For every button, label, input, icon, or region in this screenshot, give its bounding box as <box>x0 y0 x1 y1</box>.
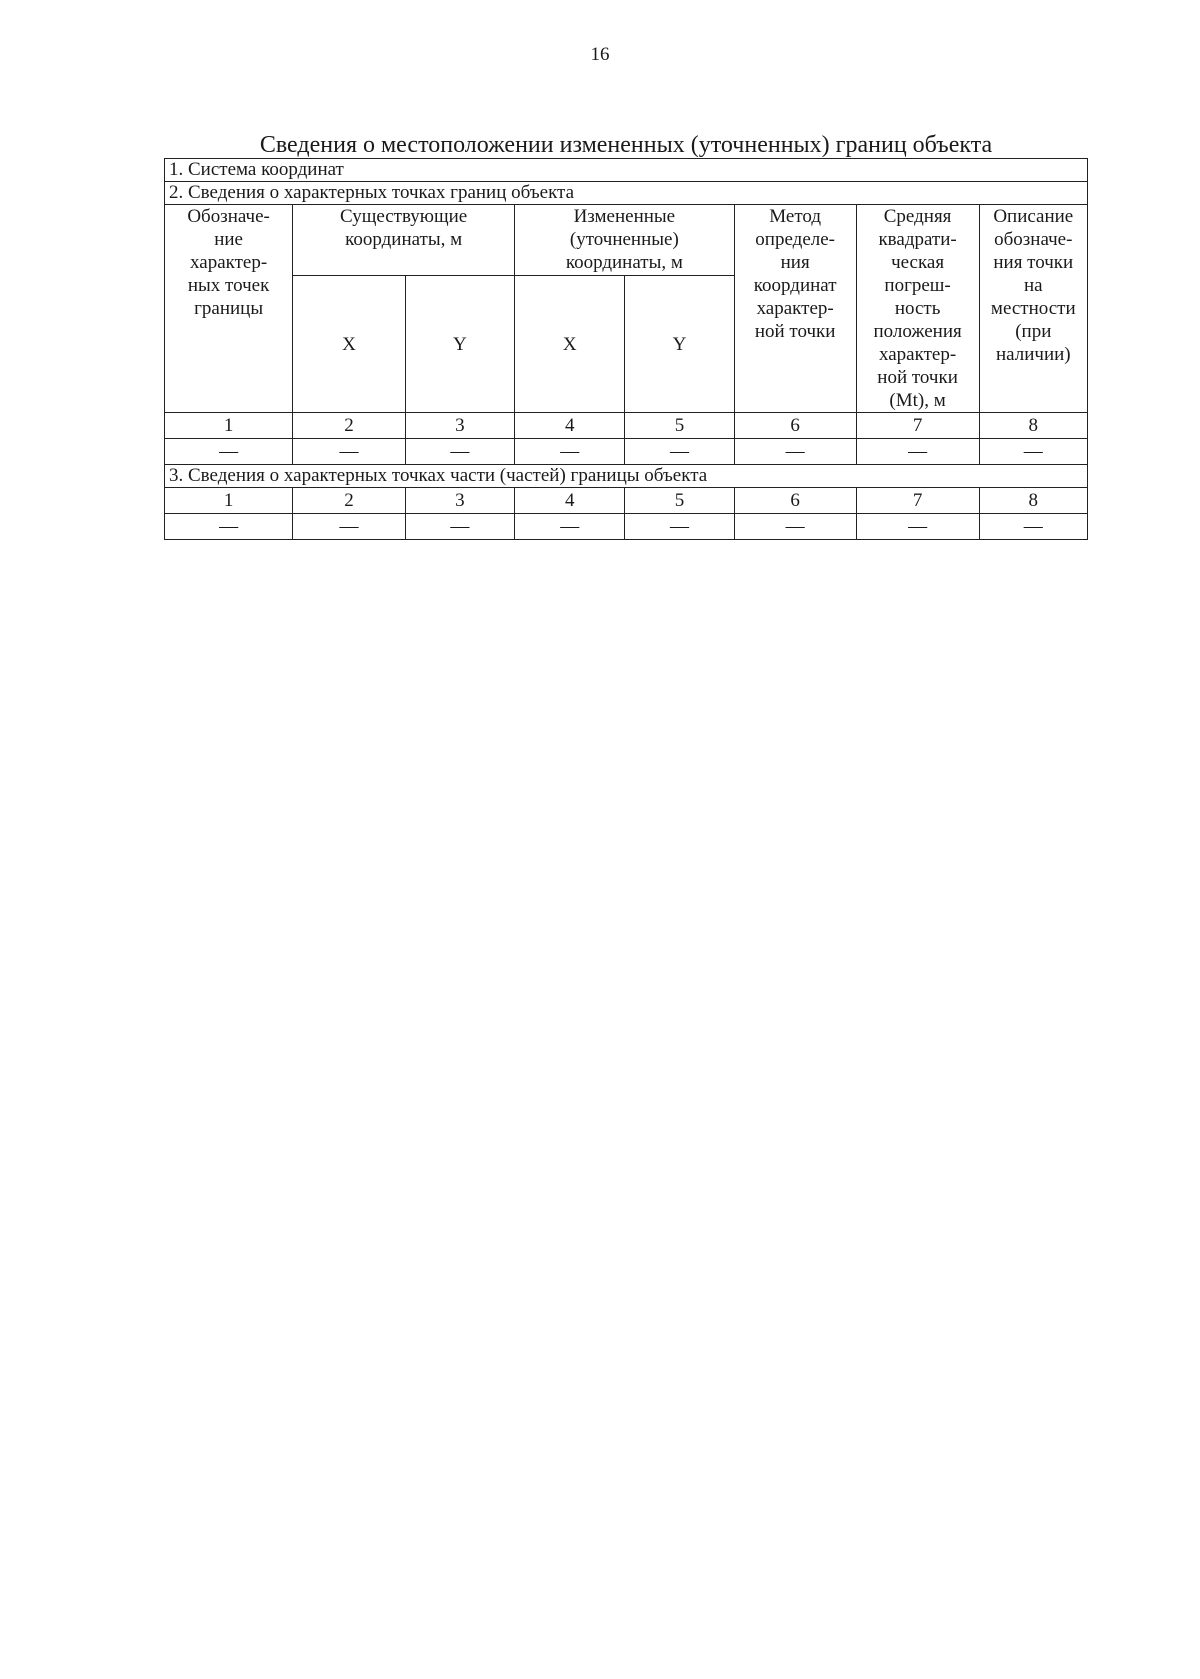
header-mean-square-error <box>856 205 979 413</box>
table-cell: — <box>405 514 514 540</box>
header-existing-x: X <box>293 276 405 413</box>
header-point-description <box>979 205 1087 413</box>
section-row-coordinate-system <box>165 159 1088 182</box>
table-cell: — <box>625 439 734 465</box>
table-cell: — <box>856 514 979 540</box>
empty-data-row <box>165 439 1088 465</box>
column-numbers-row <box>165 413 1088 439</box>
column-number: 8 <box>979 488 1087 514</box>
column-number: 7 <box>856 413 979 439</box>
table-cell: — <box>734 514 856 540</box>
column-number: 2 <box>293 413 405 439</box>
boundary-points-table <box>164 158 1088 540</box>
column-numbers-row-2 <box>165 488 1088 514</box>
column-number: 8 <box>979 413 1087 439</box>
table-cell: — <box>405 439 514 465</box>
table-cell: — <box>625 514 734 540</box>
section-row-boundary-points <box>165 182 1088 205</box>
header-existing-y: Y <box>405 276 514 413</box>
table-cell: — <box>979 514 1087 540</box>
header-changed-coordinates-text: Измененные (уточненные) координаты, м <box>565 206 683 273</box>
header-existing-coordinates-text: Существующие координаты, м <box>340 206 468 250</box>
header-existing-coordinates <box>293 205 515 276</box>
section-row-part-boundary <box>165 465 1088 488</box>
section-boundary-points: 2. Сведения о характерных точках границ объекта <box>165 182 1088 205</box>
column-number: 4 <box>515 413 625 439</box>
header-row-top <box>165 205 1088 276</box>
table-cell: — <box>515 439 625 465</box>
table-cell: — <box>515 514 625 540</box>
column-number: 7 <box>856 488 979 514</box>
column-number: 3 <box>405 413 514 439</box>
header-changed-y: Y <box>625 276 734 413</box>
table-cell: — <box>979 439 1087 465</box>
table-cell: — <box>165 439 293 465</box>
empty-data-row-2 <box>165 514 1088 540</box>
section-part-boundary-points: 3. Сведения о характерных точках части (частей) границы объекта <box>165 465 1088 488</box>
header-changed-coordinates <box>515 205 735 276</box>
column-number: 4 <box>515 488 625 514</box>
column-number: 1 <box>165 413 293 439</box>
page-number: 16 <box>590 44 610 65</box>
column-number: 1 <box>165 488 293 514</box>
column-number: 6 <box>734 413 856 439</box>
table-cell: — <box>293 514 405 540</box>
header-method <box>734 205 856 413</box>
document-title: Сведения о местоположении измененных (уточненных) границ объекта <box>259 132 993 158</box>
header-point-designation-text: Обозначе- ние характер- ных точек границы <box>187 206 270 319</box>
column-number: 2 <box>293 488 405 514</box>
header-point-description-text: Описание обозначе- ния точки на местности (при наличии) <box>990 206 1076 365</box>
table-cell: — <box>165 514 293 540</box>
table-cell: — <box>734 439 856 465</box>
header-changed-x: X <box>515 276 625 413</box>
table-cell: — <box>293 439 405 465</box>
column-number: 5 <box>625 413 734 439</box>
column-number: 5 <box>625 488 734 514</box>
column-number: 6 <box>734 488 856 514</box>
header-mean-square-error-text: Средняя квадрати- ческая погреш- ность положения характер- ной точки (Mt), м <box>873 206 962 411</box>
header-method-text: Метод определе- ния координат характер- ной точки <box>753 206 837 342</box>
table-cell: — <box>856 439 979 465</box>
section-coordinate-system: 1. Система координат <box>165 159 1088 182</box>
column-number: 3 <box>405 488 514 514</box>
header-point-designation <box>165 205 293 413</box>
